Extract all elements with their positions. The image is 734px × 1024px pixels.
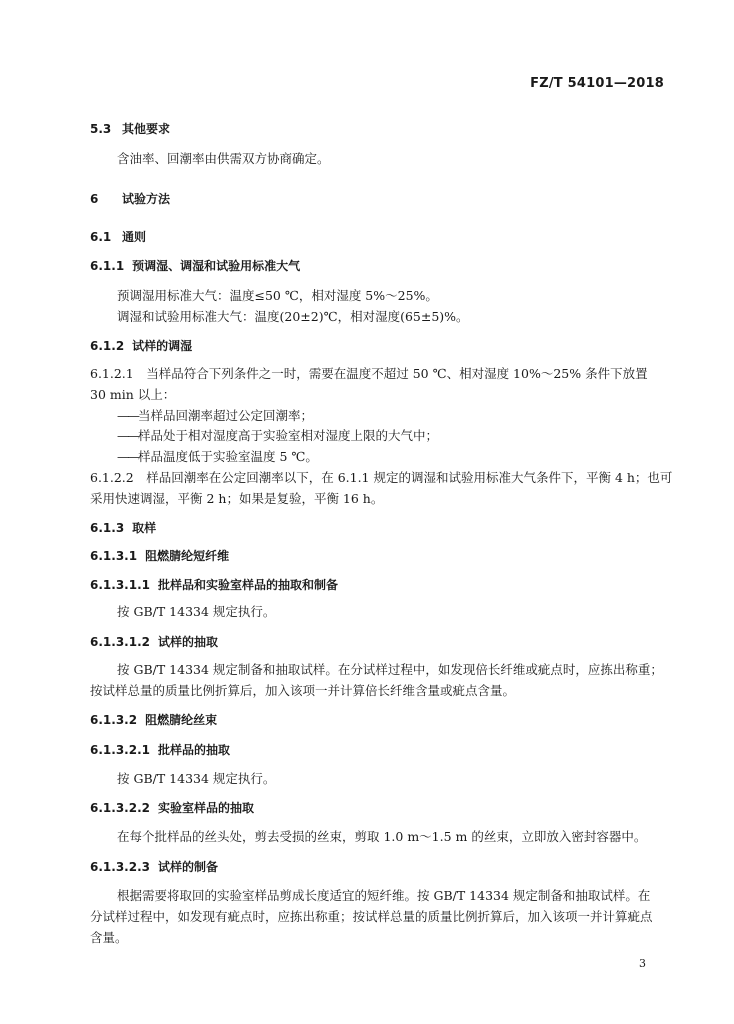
paragraph: 按 GB/T 14334 规定制备和抽取试样。在分试样过程中，如发现倍长纤维或疵点时，应拣出称重； — [117, 662, 663, 677]
heading-5-3 — [90, 121, 170, 137]
section-title: 批样品的抽取 — [157, 743, 230, 757]
section-number: 6.1.3.2.2 — [90, 801, 150, 815]
list-item-text: 样品处于相对湿度高于实验室相对湿度上限的大气中； — [138, 428, 439, 443]
paragraph: 预调湿用标准大气：温度≤50 ℃，相对湿度 5%～25%。 — [117, 288, 438, 303]
dash-marker: —— — [117, 449, 138, 464]
paragraph: 在每个批样品的丝头处，剪去受损的丝束，剪取 1.0 m～1.5 m 的丝束，立即放入密封容器中。 — [117, 829, 647, 844]
section-title: 通则 — [122, 230, 147, 244]
heading-6-1-3-2 — [90, 712, 217, 728]
section-title: 实验室样品的抽取 — [157, 801, 254, 815]
section-title: 预调湿、调湿和试验用标准大气 — [132, 259, 301, 273]
heading-6-1-3-1-2 — [90, 634, 218, 650]
section-number: 6.1.3 — [90, 521, 125, 535]
section-number: 6.1 — [90, 230, 112, 244]
section-title: 试样的调湿 — [132, 339, 193, 353]
section-number: 6.1.3.2.3 — [90, 860, 150, 874]
page-number: 3 — [639, 957, 646, 970]
paragraph-6-1-2-2: 6.1.2.2 样品回潮率在公定回潮率以下，在 6.1.1 规定的调湿和试验用标准大气条件下，平衡 4 h；也可 — [90, 470, 673, 485]
section-number: 6.1.2 — [90, 339, 125, 353]
section-title: 批样品和实验室样品的抽取和制备 — [157, 578, 338, 592]
section-title: 取样 — [132, 521, 157, 535]
paragraph: 调湿和试验用标准大气：温度(20±2)℃，相对湿度(65±5)%。 — [117, 309, 469, 324]
section-title: 阻燃腈纶丝束 — [145, 713, 218, 727]
section-number: 6.1.3.1.2 — [90, 635, 150, 649]
paragraph: 根据需要将取回的实验室样品剪成长度适宜的短纤维。按 GB/T 14334 规定制备和抽取试样。在 — [117, 888, 651, 903]
section-number: 6.1.1 — [90, 259, 125, 273]
heading-6-1-3-2-1 — [90, 742, 230, 758]
heading-6-1-3 — [90, 520, 156, 536]
heading-6-1-3-1 — [90, 548, 229, 564]
paragraph: 按 GB/T 14334 规定执行。 — [117, 771, 276, 786]
paragraph-continuation: 采用快速调湿，平衡 2 h；如果是复验，平衡 16 h。 — [90, 491, 384, 506]
section-title: 试样的抽取 — [157, 635, 218, 649]
paragraph: 按 GB/T 14334 规定执行。 — [117, 604, 276, 619]
section-number: 6 — [90, 192, 99, 206]
heading-6-1-3-2-2 — [90, 800, 254, 816]
section-number: 6.1.3.2.1 — [90, 743, 150, 757]
list-item — [117, 428, 438, 444]
paragraph-continuation: 含量。 — [90, 930, 128, 945]
section-number: 6.1.3.1.1 — [90, 578, 150, 592]
paragraph-6-1-2-1: 6.1.2.1 当样品符合下列条件之一时，需要在温度不超过 50 ℃、相对湿度 10%～25% 条件下放置 — [90, 366, 648, 381]
document-code: FZ/T 54101—2018 — [530, 76, 664, 91]
paragraph-continuation: 按试样总量的质量比例折算后，加入该项一并计算倍长纤维含量或疵点含量。 — [90, 683, 516, 698]
list-item-text: 样品温度低于实验室温度 5 ℃。 — [138, 449, 318, 464]
dash-marker: —— — [117, 408, 138, 423]
dash-marker: —— — [117, 428, 138, 443]
heading-6-1-1 — [90, 258, 300, 274]
paragraph-continuation: 分试样过程中，如发现有疵点时，应拣出称重；按试样总量的质量比例折算后，加入该项一并计算疵点 — [90, 909, 653, 924]
heading-6 — [90, 191, 170, 207]
section-title: 试样的制备 — [157, 860, 218, 874]
heading-6-1-2 — [90, 338, 192, 354]
paragraph: 含油率、回潮率由供需双方协商确定。 — [117, 151, 330, 166]
section-title: 阻燃腈纶短纤维 — [145, 549, 230, 563]
paragraph-continuation: 30 min 以上： — [90, 387, 176, 402]
section-number: 6.1.3.1 — [90, 549, 138, 563]
heading-6-1 — [90, 229, 146, 245]
list-item — [117, 408, 313, 424]
list-item-text: 当样品回潮率超过公定回潮率； — [138, 408, 314, 423]
list-item — [117, 449, 318, 465]
heading-6-1-3-1-1 — [90, 577, 338, 593]
section-title: 试验方法 — [122, 192, 171, 206]
section-title: 其他要求 — [122, 122, 171, 136]
section-number: 6.1.3.2 — [90, 713, 138, 727]
section-number: 5.3 — [90, 122, 112, 136]
heading-6-1-3-2-3 — [90, 859, 218, 875]
